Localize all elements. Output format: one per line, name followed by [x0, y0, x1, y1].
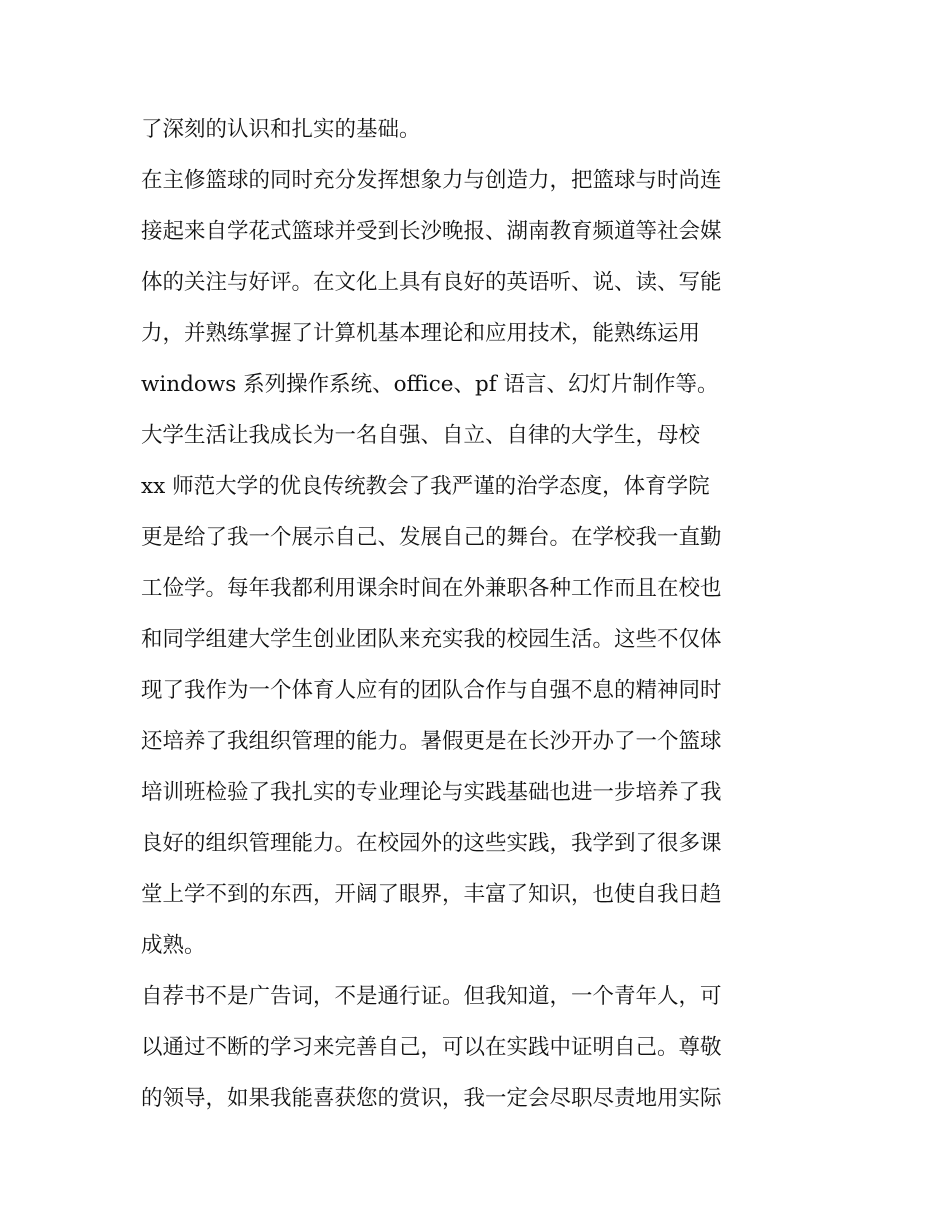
text-line: 接起来自学花式篮球并受到长沙晚报、湖南教育频道等社会媒: [141, 219, 722, 244]
text-line: 堂上学不到的东西，开阔了眼界，丰富了知识，也使自我日趋: [141, 882, 722, 907]
text-line: 工俭学。每年我都利用课余时间在外兼职各种工作而且在校也: [141, 576, 722, 601]
text-line: 的领导，如果我能喜获您的赏识，我一定会尽职尽责地用实际: [141, 1086, 722, 1111]
text-line: xx 师范大学的优良传统教会了我严谨的治学态度，体育学院: [141, 474, 710, 499]
text-line: 成熟。: [141, 933, 206, 958]
text-line: 体的关注与好评。在文化上具有良好的英语听、说、读、写能: [141, 270, 722, 295]
text-line: 培训班检验了我扎实的专业理论与实践基础也进一步培养了我: [141, 780, 722, 805]
text-line: 力，并熟练掌握了计算机基本理论和应用技术，能熟练运用: [141, 321, 701, 346]
text-line: 更是给了我一个展示自己、发展自己的舞台。在学校我一直勤: [141, 525, 722, 550]
text-line: 还培养了我组织管理的能力。暑假更是在长沙开办了一个篮球: [141, 729, 722, 754]
document-body: [141, 104, 821, 1124]
text-line: 现了我作为一个体育人应有的团队合作与自强不息的精神同时: [141, 678, 722, 703]
text-line: 和同学组建大学生创业团队来充实我的校园生活。这些不仅体: [141, 627, 722, 652]
text-line: 了深刻的认识和扎实的基础。: [141, 117, 421, 142]
text-line: 在主修篮球的同时充分发挥想象力与创造力，把篮球与时尚连: [141, 168, 722, 193]
text-line: 大学生活让我成长为一名自强、自立、自律的大学生，母校: [141, 423, 701, 448]
text-line: 以通过不断的学习来完善自己，可以在实践中证明自己。尊敬: [141, 1035, 722, 1060]
text-line: 自荐书不是广告词，不是通行证。但我知道，一个青年人，可: [141, 984, 722, 1009]
text-line: windows 系列操作系统、office、pf 语言、幻灯片制作等。: [141, 372, 719, 397]
text-line: 良好的组织管理能力。在校园外的这些实践，我学到了很多课: [141, 831, 722, 856]
